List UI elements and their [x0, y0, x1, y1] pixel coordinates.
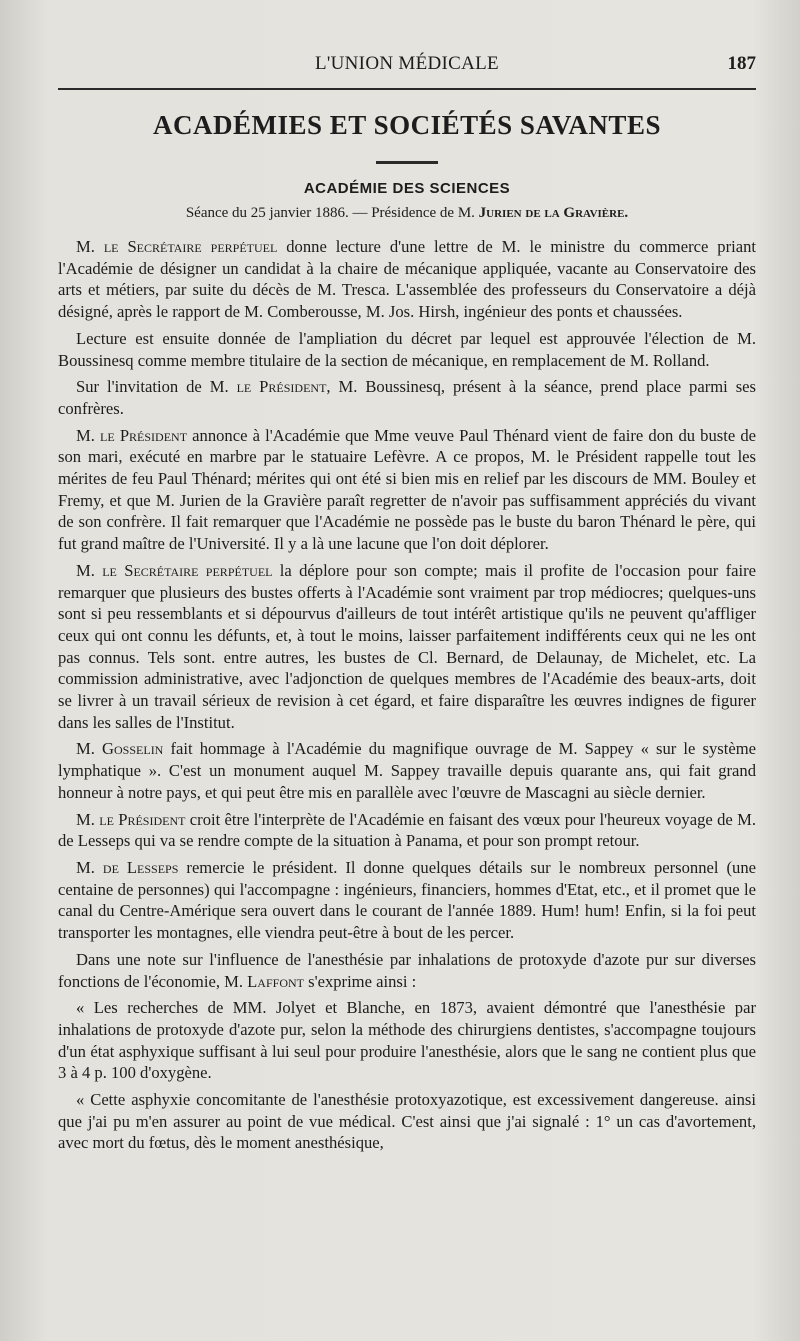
speaker-name: M. le Secrétaire perpétuel: [76, 237, 278, 256]
running-head: [58, 0, 756, 96]
paragraph-text: fait hommage à l'Académie du magnifique ouvrage de M. Sappey « sur le système lymphatique ». C'est un monument auquel M. Sappey travaille depuis quarante ans, qui fait grand honneur à notre pays, et qui peut être mis en parallèle avec l'œuvre de Mascagni au siècle dernier.: [58, 739, 756, 802]
paragraph-text: donne lecture d'une lettre de M. le ministre du commerce priant l'Académie de désigner un candidat à la chaire de mécanique appliquée, vacante au Conservatoire des arts et métiers, par suite du décès de M. Tresca. L'assemblée des professeurs du Conservatoire a déjà désigné, après le rapport de M. Comberousse, M. Jos. Hirsh, ingénieur des ponts et chaussées.: [58, 237, 756, 322]
running-title: L'UNION MÉDICALE: [315, 53, 499, 74]
paragraph: [58, 425, 756, 555]
speaker-name: Laffont: [247, 971, 304, 991]
header-rule: [58, 88, 756, 90]
paragraph: [58, 997, 756, 1084]
speaker-name: M. le Président: [76, 809, 186, 829]
paragraph: [58, 236, 756, 323]
paragraph-lead: Sur l'invitation de: [76, 377, 210, 397]
paragraph: [58, 1089, 756, 1154]
paragraph: [58, 949, 756, 992]
paragraph: [58, 809, 756, 852]
paragraph-text: Lecture est ensuite donnée de l'ampliation du décret par lequel est approuvée l'élection de M. Boussinesq comme membre titulaire de la section de mécanique, en remplacement de M. Rolland.: [58, 328, 756, 370]
paragraph-text: , M. Boussinesq, présent à la séance, prend place parmi ses confrères.: [58, 377, 756, 418]
paragraph: [58, 738, 756, 803]
session-line: [58, 205, 756, 222]
paragraph-text: la déplore pour son compte; mais il profite de l'occasion pour faire remarquer que plusieurs des bustes offerts à l'Académie sont vraiment par trop médiocres; quelques-uns sont si peu ressemblants et si dépourvus d'ailleurs de tout intérêt artistique qu'ils ne peuvent qu'affliger ceux qui ont connu les défunts, et, à tout le moins, laisser parfaitement indifférents ceux qui ne les ont pas connus. Tels sont. entre autres, les bustes de Cl. Bernard, de Delaunay, de Michelet, etc. La commission administrative, avec l'adjonction de quelques membres de l'Académie des beaux-arts, doit se livrer à un travail sérieux de revision à cet égard, et faire disparaître les œuvres indignes de figurer dans les salles de l'Institut.: [58, 560, 756, 732]
paragraph-text: « Cette asphyxie concomitante de l'anesthésie protoxyazotique, est excessivement dangereuse. ainsi que j'ai pu m'en assurer au point de vue médical. C'est ainsi que j'ai signalé : 1° un cas d'avortement, avec mort du fœtus, dès le moment anesthésique,: [58, 1090, 756, 1153]
paragraph-text: remercie le président. Il donne quelques détails sur le nombreux personnel (une centaine de personnes) qui l'accompagne : ingénieurs, financiers, hommes d'Etat, etc., et il promet que le canal du Centre-Amérique sera ouvert dans le courant de l'année 1889. Hum! hum! Enfin, si la foi peut transporter les montagnes, elle viendra peut-être à bout de les percer.: [58, 857, 756, 943]
paragraph-lead: Dans une note sur l'influence de l'anesthésie par inhalations de protoxyde d'azote pur sur diverses fonctions de l'économie, M.: [58, 949, 756, 991]
paragraph: [58, 328, 756, 371]
speaker-name: M. Gosselin: [76, 739, 164, 759]
section-title: ACADÉMIES ET SOCIÉTÉS SAVANTES: [153, 110, 661, 140]
paragraph: [58, 560, 756, 734]
paragraph: [58, 857, 756, 944]
sub-title: ACADÉMIE DES SCIENCES: [303, 180, 511, 197]
session-president: Jurien de la Gravière.: [478, 205, 629, 221]
paragraph-text: « Les recherches de MM. Jolyet et Blanche, en 1873, avaient démontré que l'anesthésie par inhalations de protoxyde d'azote pur, selon la méthode des chirurgiens dentistes, s'accompagne toujours d'un état asphyxique suffisant à lui seul pour produire l'anesthésie, alors que le sang ne contient plus que 3 à 4 p. 100 d'oxygène.: [58, 998, 756, 1083]
session-prefix: Séance du 25 janvier 1886. — Présidence de M.: [185, 205, 475, 221]
article-body: [58, 236, 756, 1154]
speaker-name: M. le Secrétaire perpétuel: [76, 560, 273, 580]
page-number: 187: [727, 53, 756, 74]
paragraph: [58, 376, 756, 419]
speaker-name: M. le Président: [209, 377, 327, 397]
speaker-name: M. le Président: [76, 425, 188, 445]
paragraph-text: annonce à l'Académie que Mme veuve Paul Thénard vient de faire don du buste de son mari, exécuté en marbre par le statuaire Lefèvre. A ce propos, M. le Président rappelle tout les mérites de feu Paul Thénard; mérites qui ont été si bien mis en relief par les discours de MM. Bouley et Fremy, et que M. Jurien de la Gravière paraît regretter de n'avoir pas suffisamment appréciés du vivant de son confrère. Il fait remarquer que l'Académie ne possède pas le buste du baron Thénard le père, qui fut grand maître de l'Université. Il y a là une lacune que l'on doit déplorer.: [58, 425, 756, 554]
section-divider: [376, 161, 438, 164]
paragraph-text: croit être l'interprète de l'Académie en faisant des vœux pour l'heureux voyage de M. de Lesseps qui va se rendre compte de la situation à Panama, et pour son prompt retour.: [58, 809, 756, 851]
paragraph-text: s'exprime ainsi :: [303, 971, 417, 991]
speaker-name: M. de Lesseps: [76, 857, 179, 877]
